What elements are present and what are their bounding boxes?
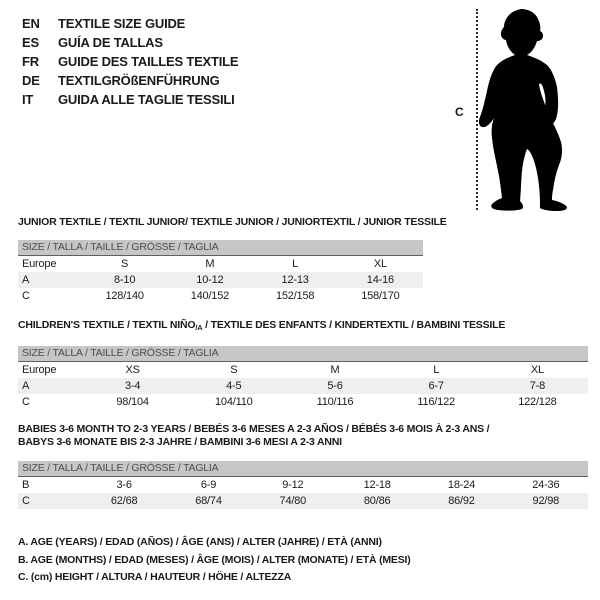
note-a: A. AGE (YEARS) / EDAD (AÑOS) / ÂGE (ANS) / ALTER (JAHRE) / ETÀ (ANNI) bbox=[18, 536, 382, 548]
table-row bbox=[18, 477, 588, 493]
size-cell: 4-5 bbox=[226, 380, 242, 392]
row-label: C bbox=[22, 290, 30, 302]
size-cell: 140/152 bbox=[190, 290, 230, 302]
size-cell: 6-9 bbox=[200, 479, 217, 491]
toddler-silhouette-icon bbox=[478, 8, 578, 212]
size-cell: 14-16 bbox=[366, 274, 394, 286]
size-cell: 5-6 bbox=[327, 380, 343, 392]
size-cell: 128/140 bbox=[105, 290, 144, 302]
children-title-pre: CHILDREN'S TEXTILE / TEXTIL NIÑO bbox=[18, 319, 196, 331]
lang-row-fr bbox=[22, 52, 238, 71]
guide-title: TEXTILE SIZE GUIDE bbox=[58, 16, 186, 31]
size-cell: 8-10 bbox=[114, 274, 136, 286]
size-cell: 12-13 bbox=[281, 274, 309, 286]
size-cell: 152/158 bbox=[275, 290, 315, 302]
size-cell: 80/86 bbox=[363, 495, 391, 507]
size-cell: 9-12 bbox=[282, 479, 304, 491]
note-c: C. (cm) HEIGHT / ALTURA / HAUTEUR / HÖHE / ALTEZZA bbox=[18, 571, 292, 583]
size-cell: 10-12 bbox=[196, 274, 224, 286]
size-cell: 98/104 bbox=[116, 396, 149, 408]
row-label: A bbox=[22, 274, 30, 286]
table-row bbox=[18, 493, 588, 509]
children-size-header-bar: SIZE / TALLA / TAILLE / GRÖSSE / TAGLIA bbox=[18, 346, 588, 362]
table-row bbox=[18, 256, 423, 272]
children-size-table bbox=[18, 346, 588, 410]
guide-title: TEXTILGRÖßENFÜHRUNG bbox=[58, 73, 220, 88]
children-title-post: / TEXTILE DES ENFANTS / KINDERTEXTIL / BAMBINI TESSILE bbox=[202, 319, 506, 331]
lang-code: IT bbox=[22, 92, 34, 107]
size-cell: 86/92 bbox=[448, 495, 475, 507]
language-title-block bbox=[22, 14, 238, 109]
size-cell: L bbox=[433, 364, 440, 376]
children-section-title bbox=[18, 319, 505, 334]
size-cell: 12-18 bbox=[363, 479, 391, 491]
junior-section-title: JUNIOR TEXTILE / TEXTIL JUNIOR/ TEXTILE JUNIOR / JUNIORTEXTIL / JUNIOR TESSILE bbox=[18, 216, 447, 228]
size-cell: M bbox=[205, 258, 215, 270]
row-label: C bbox=[22, 396, 30, 408]
babies-section-title bbox=[18, 423, 489, 449]
size-cell: 7-8 bbox=[529, 380, 546, 392]
guide-title: GUÍA DE TALLAS bbox=[58, 35, 163, 50]
size-cell: S bbox=[230, 364, 238, 376]
babies-title-line2: BABYS 3-6 MONATE BIS 2-3 JAHRE / BAMBINI 3-6 MESI A 2-3 ANNI bbox=[18, 436, 342, 448]
lang-code: FR bbox=[22, 54, 39, 69]
size-cell: 6-7 bbox=[428, 380, 444, 392]
table-row bbox=[18, 272, 423, 288]
size-cell: 74/80 bbox=[279, 495, 307, 507]
size-cell: S bbox=[121, 258, 129, 270]
size-cell: XS bbox=[125, 364, 140, 376]
junior-size-header-bar: SIZE / TALLA / TAILLE / GRÖSSE / TAGLIA bbox=[18, 240, 423, 256]
babies-size-header-bar: SIZE / TALLA / TAILLE / GRÖSSE / TAGLIA bbox=[18, 461, 588, 477]
lang-row-es bbox=[22, 33, 238, 52]
size-cell: 104/110 bbox=[215, 396, 253, 408]
note-b: B. AGE (MONTHS) / EDAD (MESES) / ÂGE (MOIS) / ALTER (MONATE) / ETÀ (MESI) bbox=[18, 553, 411, 566]
table-row bbox=[18, 362, 588, 378]
lang-row-en bbox=[22, 14, 238, 33]
row-label: A bbox=[22, 380, 30, 392]
size-cell: 110/116 bbox=[316, 396, 354, 408]
lang-code: ES bbox=[22, 35, 39, 50]
row-label: C bbox=[22, 495, 30, 507]
size-cell: 3-6 bbox=[116, 479, 132, 491]
babies-title-line1: BABIES 3-6 MONTH TO 2-3 YEARS / BEBÉS 3-6 MESES A 2-3 AÑOS / BÉBÉS 3-6 MOIS À 2-3 ANS / bbox=[18, 423, 490, 435]
size-cell: XL bbox=[530, 364, 544, 376]
row-label: B bbox=[22, 479, 30, 491]
table-row bbox=[18, 394, 588, 410]
size-cell: 122/128 bbox=[518, 396, 557, 408]
lang-row-de bbox=[22, 71, 238, 90]
legend-notes bbox=[18, 534, 411, 587]
size-cell: 92/98 bbox=[532, 495, 560, 507]
size-cell: 24-36 bbox=[532, 479, 560, 491]
lang-row-it bbox=[22, 90, 238, 109]
junior-size-table bbox=[18, 240, 423, 304]
table-row bbox=[18, 378, 588, 394]
babies-size-table bbox=[18, 461, 588, 509]
size-cell: 158/170 bbox=[361, 290, 400, 302]
size-cell: 62/68 bbox=[110, 495, 138, 507]
lang-code: EN bbox=[22, 16, 40, 31]
height-measure-label: C bbox=[455, 105, 464, 119]
children-title-sub: /A bbox=[195, 323, 203, 332]
row-label: Europe bbox=[22, 364, 57, 376]
size-cell: XL bbox=[373, 258, 387, 270]
size-cell: 68/74 bbox=[195, 495, 222, 507]
size-cell: 116/122 bbox=[417, 396, 455, 408]
size-cell: 18-24 bbox=[447, 479, 476, 491]
size-cell: L bbox=[292, 258, 299, 270]
table-row bbox=[18, 288, 423, 304]
lang-code: DE bbox=[22, 73, 40, 88]
guide-title: GUIDE DES TAILLES TEXTILE bbox=[58, 54, 239, 69]
size-cell: M bbox=[330, 364, 340, 376]
row-label: Europe bbox=[22, 258, 57, 270]
size-cell: 3-4 bbox=[124, 380, 141, 392]
guide-title: GUIDA ALLE TAGLIE TESSILI bbox=[58, 92, 235, 107]
